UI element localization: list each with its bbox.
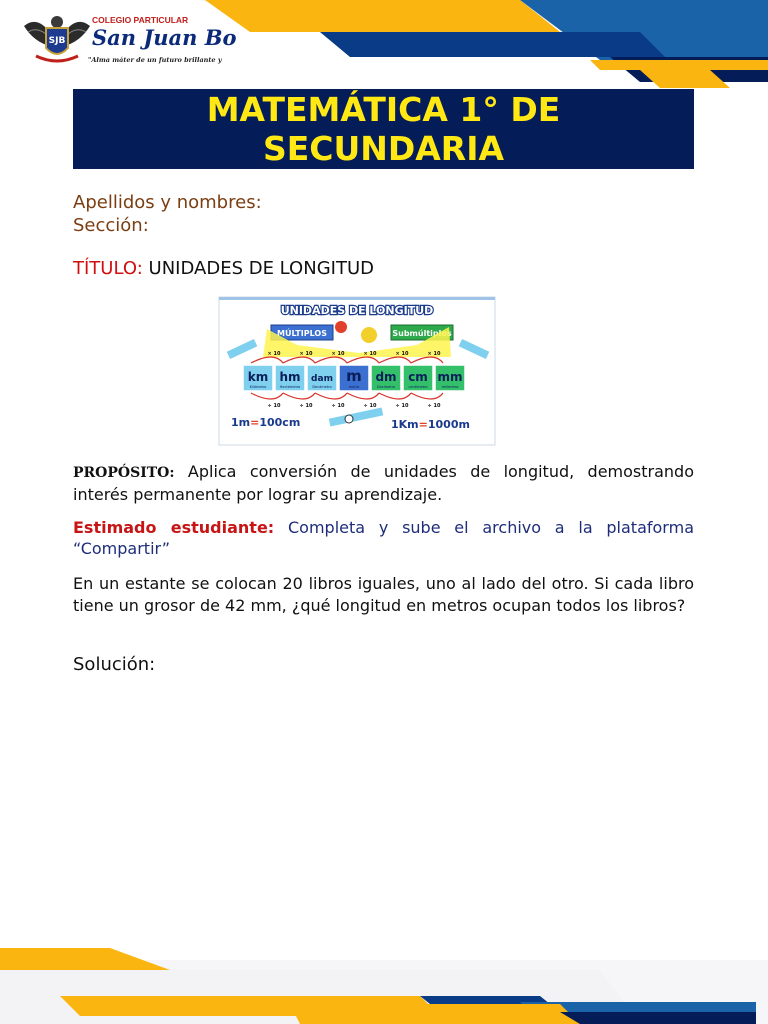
eq2-right: 1000m	[427, 418, 470, 431]
section-label: Sección:	[73, 215, 149, 236]
unit-name-mm: milímetro	[441, 385, 459, 389]
unit-abbr-dm: dm	[375, 370, 397, 384]
svg-text:1m=100cm	[231, 416, 300, 429]
multiply-label: × 10	[331, 351, 345, 357]
multiples-label: MÚLTIPLOS	[277, 329, 327, 338]
svg-text:1Km=1000m	[391, 418, 470, 431]
submultiples-label: Submúltiplos	[392, 329, 452, 338]
crest-icon	[22, 12, 92, 68]
eq2-left: 1Km	[391, 418, 419, 431]
eq1-left: 1m	[231, 416, 251, 429]
unit-abbr-km: km	[247, 370, 269, 384]
problem-statement: En un estante se colocan 20 libros iguales, uno al lado del otro. Si cada libro tiene un grosor de 42 mm, ¿qué longitud en metros ocupan todos los libros?	[73, 574, 694, 615]
unit-name-dam: Decámetro	[312, 385, 332, 389]
school-type: COLEGIO PARTICULAR	[92, 15, 189, 25]
unit-abbr-dam: dam	[311, 374, 333, 384]
unit-name-km: Kilómetro	[249, 385, 267, 389]
instruction-label: Estimado estudiante:	[73, 518, 275, 537]
names-label: Apellidos y nombres:	[73, 192, 262, 213]
multiply-label: × 10	[395, 351, 409, 357]
unit-abbr-cm: cm	[408, 370, 428, 384]
purpose-text: Aplica conversión de unidades de longitud, demostrando interés permanente por lograr su aprendizaje.	[73, 462, 695, 504]
divide-label: ÷ 10	[267, 403, 281, 409]
topic-line	[73, 258, 374, 279]
topic-value: UNIDADES DE LONGITUD	[148, 258, 374, 279]
divide-label: ÷ 10	[299, 403, 313, 409]
solution-label: Solución:	[73, 654, 156, 675]
multiply-label: × 10	[267, 351, 281, 357]
divide-label: ÷ 10	[395, 403, 409, 409]
divide-label: ÷ 10	[363, 403, 377, 409]
eq1-right: 100cm	[259, 416, 301, 429]
school-motto: "Alma máter de un futuro brillante y	[88, 56, 222, 64]
instruction-paragraph	[73, 517, 694, 559]
unit-name-m: metro	[348, 385, 360, 389]
topic-label: TÍTULO	[73, 258, 137, 279]
topic-separator: :	[136, 258, 143, 279]
unit-abbr-m: m	[346, 367, 362, 385]
multiply-label: × 10	[299, 351, 313, 357]
diagram-title: UNIDADES DE LONGITUD	[280, 304, 434, 317]
instruction-text: Completa y sube el archivo a la plataforma “Compartir”	[73, 518, 694, 558]
length-units-diagram	[219, 297, 495, 445]
unit-abbr-hm: hm	[279, 370, 301, 384]
divide-label: ÷ 10	[427, 403, 441, 409]
page-title: MATEMÁTICA 1° DE SECUNDARIA	[206, 90, 561, 168]
purpose-paragraph	[73, 461, 694, 505]
title-banner	[73, 89, 694, 169]
unit-name-dm: Decímetro	[376, 385, 396, 389]
unit-name-hm: Hectómetro	[279, 385, 301, 389]
footer-decoration	[0, 940, 768, 1024]
divide-label: ÷ 10	[331, 403, 345, 409]
unit-name-cm: centímetro	[408, 385, 428, 389]
school-logo	[22, 12, 237, 68]
crest-letters: SJB	[48, 36, 66, 46]
eq2-equals: =	[418, 418, 428, 431]
eq1-equals: =	[250, 416, 260, 429]
school-name: San Juan Bo	[92, 25, 237, 50]
multiply-label: × 10	[427, 351, 441, 357]
purpose-label: PROPÓSITO:	[73, 465, 175, 481]
unit-abbr-mm: mm	[437, 370, 463, 384]
multiply-label: × 10	[363, 351, 377, 357]
